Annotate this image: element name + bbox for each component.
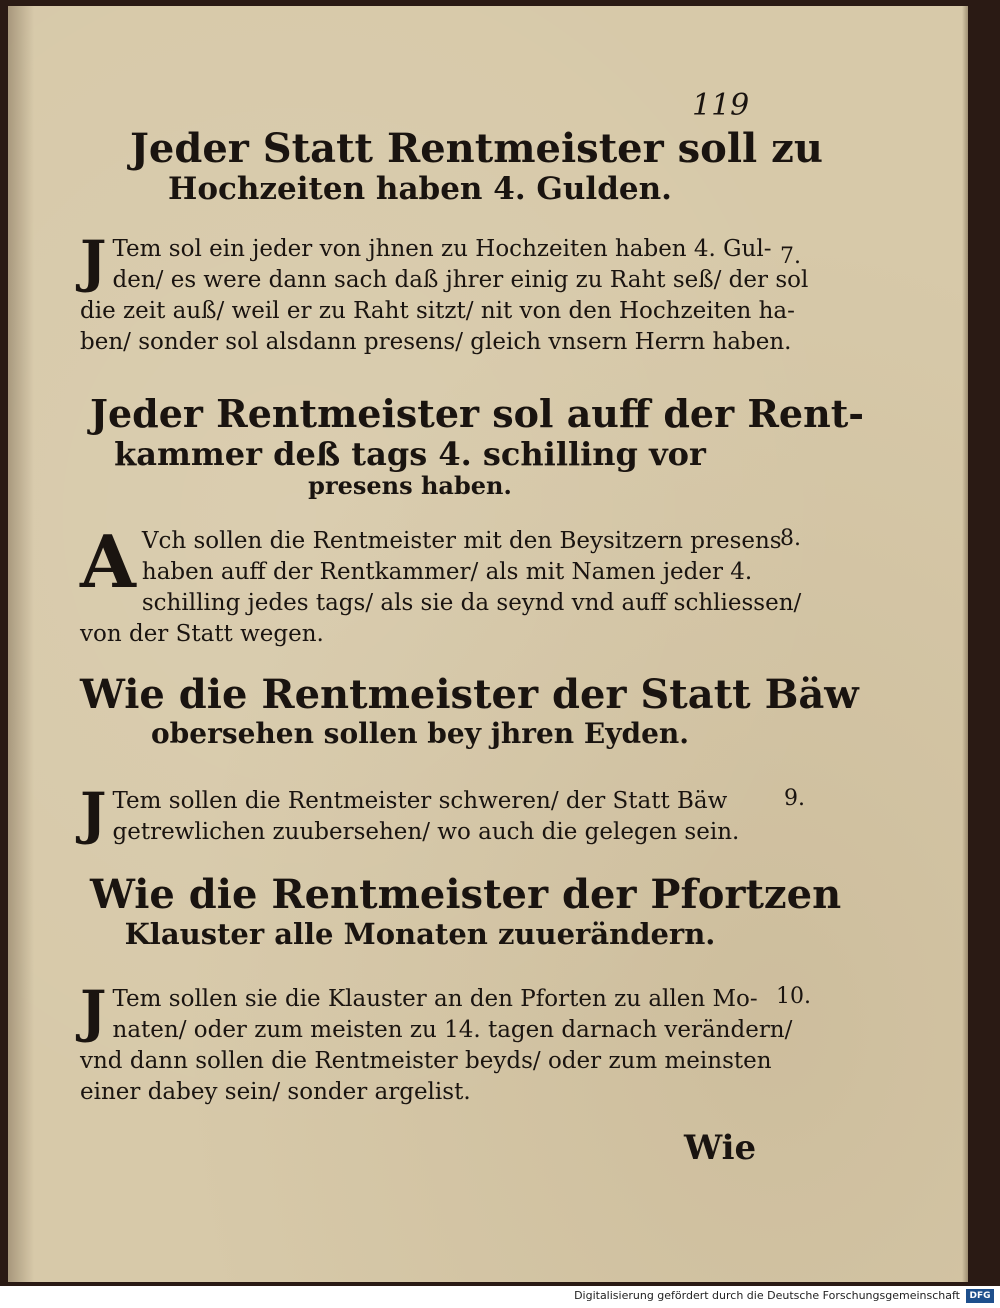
section-1-heading-line-2: Hochzeiten haben 4. Gulden. — [168, 171, 672, 207]
section-3-heading-line-1: Wie die Rentmeister der Statt Bäw — [80, 671, 859, 718]
section-1-initial: J — [80, 229, 107, 295]
section-2-line-3: schilling jedes tags/ als sie da seynd vnd auff schliessen/ — [141, 590, 802, 616]
section-3-initial: J — [80, 781, 107, 847]
section-4-line-4: einer dabey sein/ sonder argelist. — [80, 1079, 471, 1105]
section-3-line-2: getrewlichen zuubersehen/ wo auch die gelegen sein. — [112, 819, 740, 845]
section-2-line-4: von der Statt wegen. — [80, 621, 324, 647]
section-1-paragraph — [80, 229, 809, 358]
section-2-heading — [90, 391, 865, 501]
section-4-line-1: Tem sollen sie die Klauster an den Pforten zu allen Mo- — [112, 986, 758, 1012]
section-3-heading — [80, 671, 859, 750]
section-4-margin-number: 10. — [776, 984, 811, 1009]
section-1-line-4: ben/ sonder sol alsdann presens/ gleich vnsern Herrn haben. — [80, 329, 792, 355]
section-1-margin-number: 7. — [780, 244, 801, 269]
dfg-logo: DFG — [966, 1289, 994, 1303]
section-2-heading-line-1: Jeder Rentmeister sol auff der Rent- — [90, 391, 865, 436]
section-2-line-2: haben auff der Rentkammer/ als mit Namen jeder 4. — [141, 559, 753, 585]
page-number: 119 — [692, 88, 750, 123]
section-2-margin-number: 8. — [780, 526, 801, 551]
page-edge-shadow — [962, 6, 968, 1282]
section-4-initial: J — [80, 979, 107, 1045]
footer-credit-text: Digitalisierung gefördert durch die Deutsche Forschungsgemeinschaft — [574, 1289, 960, 1302]
section-1-line-2: den/ es were dann sach daß jhrer einig zu Raht seß/ der sol — [112, 267, 809, 293]
section-2-heading-line-2: kammer deß tags 4. schilling vor — [114, 434, 706, 473]
section-2-initial: A — [80, 519, 136, 604]
section-1-line-1: Tem sol ein jeder von jhnen zu Hochzeiten haben 4. Gul- — [112, 236, 772, 262]
section-2-heading-line-3: presens haben. — [308, 471, 512, 501]
section-4-line-3: vnd dann sollen die Rentmeister beyds/ oder zum meinsten — [80, 1048, 772, 1074]
section-1-heading-line-1: Jeder Statt Rentmeister soll zu — [130, 125, 823, 172]
section-4-line-2: naten/ oder zum meisten zu 14. tagen darnach verändern/ — [112, 1017, 793, 1043]
section-3-margin-number: 9. — [784, 786, 805, 811]
section-4-heading — [90, 871, 842, 951]
section-3-line-1: Tem sollen die Rentmeister schweren/ der Statt Bäw — [112, 788, 728, 814]
section-2-line-1: Vch sollen die Rentmeister mit den Beysitzern presens — [141, 528, 782, 554]
section-3-paragraph — [80, 781, 740, 848]
section-1-heading — [130, 125, 823, 208]
gutter-shadow — [8, 6, 34, 1282]
section-4-paragraph — [80, 979, 793, 1108]
section-1-line-3: die zeit auß/ weil er zu Raht sitzt/ nit von den Hochzeiten ha- — [80, 298, 795, 324]
section-3-heading-line-2: obersehen sollen bey jhren Eyden. — [151, 717, 689, 750]
section-2-paragraph — [80, 519, 802, 650]
catchword: Wie — [684, 1128, 757, 1168]
section-4-heading-line-1: Wie die Rentmeister der Pfortzen — [90, 871, 842, 918]
footer-bar — [0, 1286, 1000, 1308]
section-4-heading-line-2: Klauster alle Monaten zuuerändern. — [124, 917, 716, 951]
